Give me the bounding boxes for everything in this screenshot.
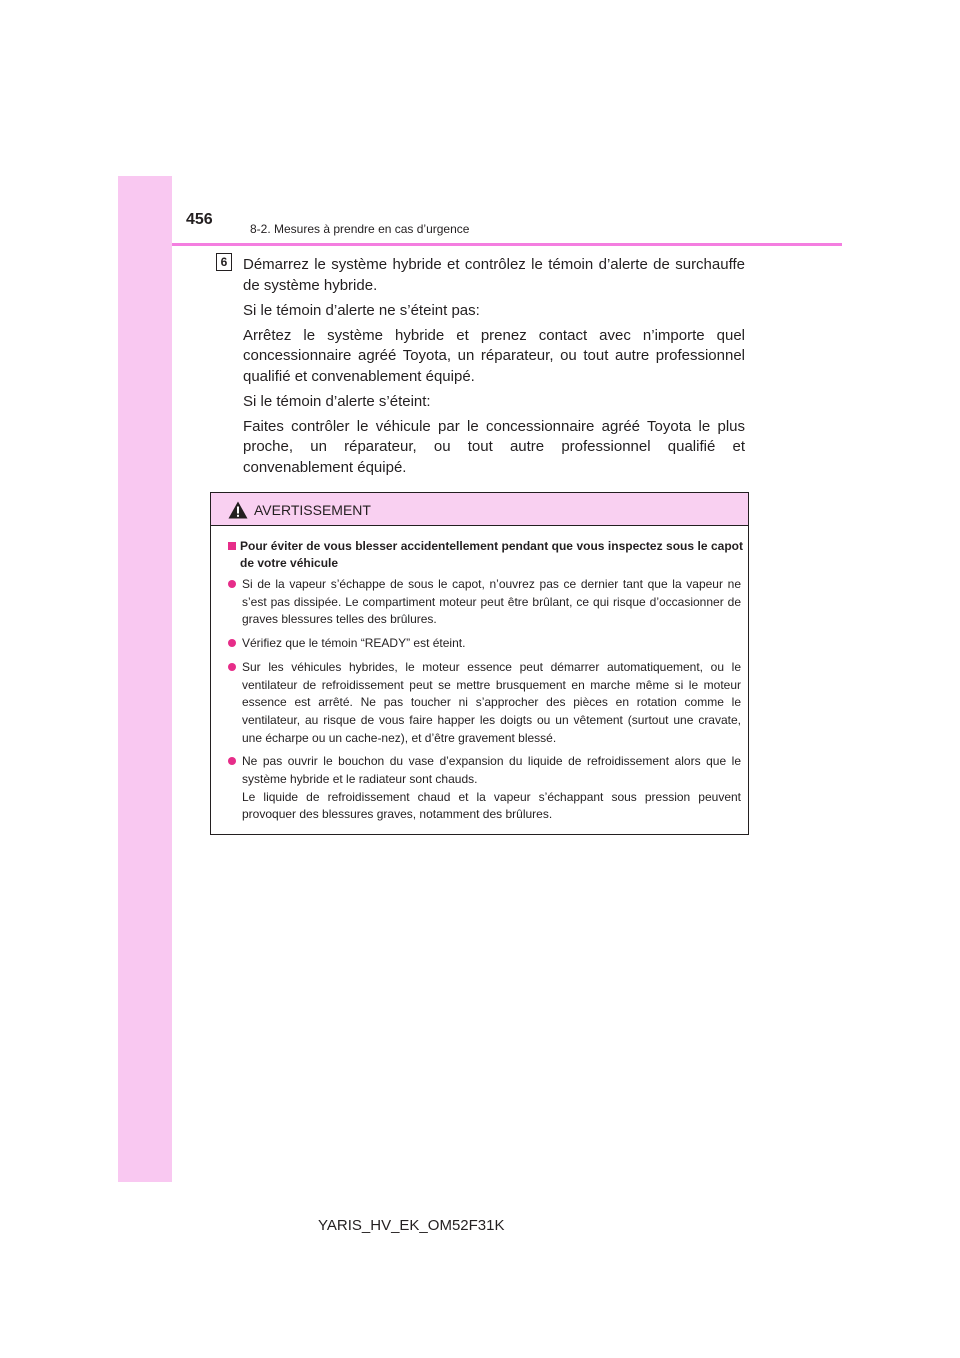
page-number: 456 (186, 211, 213, 228)
warning-item-text: Si de la vapeur s’échappe de sous le capot, n’ouvrez pas ce dernier tant que la vapeur ne s’est pas dissipée. Le compartiment moteur peut être brûlant, ce qui risque d’occasionner de graves blessures telles des brûlures. (242, 577, 741, 627)
step-instructions (243, 255, 745, 483)
warning-header (211, 493, 748, 526)
warning-item-continuation: Le liquide de refroidissement chaud et la vapeur s’échappant sous pression peuvent provoquer des blessures graves, notamment des brûlures. (242, 789, 741, 822)
circle-bullet-icon (228, 639, 236, 647)
circle-bullet-icon (228, 757, 236, 765)
warning-heading (228, 538, 743, 571)
warning-box (210, 492, 749, 835)
warning-list (211, 576, 748, 824)
warning-item (228, 659, 741, 748)
circle-bullet-icon (228, 580, 236, 588)
warning-item (228, 635, 741, 653)
warning-item-text: Ne pas ouvrir le bouchon du vase d’expansion du liquide de refroidissement alors que le système hybride et le radiateur sont chauds. (242, 754, 741, 787)
warning-title: AVERTISSEMENT (254, 502, 371, 518)
step-paragraph: Si le témoin d’alerte s’éteint: (243, 392, 431, 410)
warning-item-text: Sur les véhicules hybrides, le moteur essence peut démarrer automatiquement, ou le ventilateur de refroidissement peut se mettre brusquement en marche même si le moteur essence est arrêté. Ne pas toucher ni s’approcher des pièces en rotation comme le ventilateur, au risque de vous faire happer les doigts ou un vêtement (surtout une cravate, une écharpe ou un cache-nez), et d’être gravement blessé. (242, 659, 741, 745)
step-paragraph: Si le témoin d’alerte ne s’éteint pas: (243, 301, 480, 319)
square-bullet-icon (228, 542, 236, 550)
warning-triangle-icon (228, 501, 248, 519)
warning-heading-text: Pour éviter de vous blesser accidentellement pendant que vous inspectez sous le capot de votre véhicule (240, 539, 743, 570)
step-paragraph: Arrêtez le système hybride et prenez contact avec n’importe quel concessionnaire agréé Toyota, un réparateur, ou tout autre professionnel qualifié et convenablement équipé. (243, 326, 745, 385)
circle-bullet-icon (228, 663, 236, 671)
step-paragraph: Démarrez le système hybride et contrôlez le témoin d’alerte de surchauffe de système hybride. (243, 256, 745, 294)
step-paragraph: Faites contrôler le véhicule par le concessionnaire agréé Toyota le plus proche, un réparateur, ou tout autre professionnel qualifié et convenablement équipé. (243, 417, 745, 476)
section-title: 8-2. Mesures à prendre en cas d’urgence (250, 222, 470, 236)
step-number-badge: 6 (216, 253, 232, 271)
header-divider (172, 243, 842, 246)
warning-item (228, 753, 741, 824)
warning-content (211, 538, 748, 830)
side-tab-band (118, 176, 172, 1182)
warning-item (228, 576, 741, 629)
document-code: YARIS_HV_EK_OM52F31K (318, 1217, 505, 1234)
warning-item-text: Vérifiez que le témoin “READY” est éteint. (242, 636, 466, 651)
